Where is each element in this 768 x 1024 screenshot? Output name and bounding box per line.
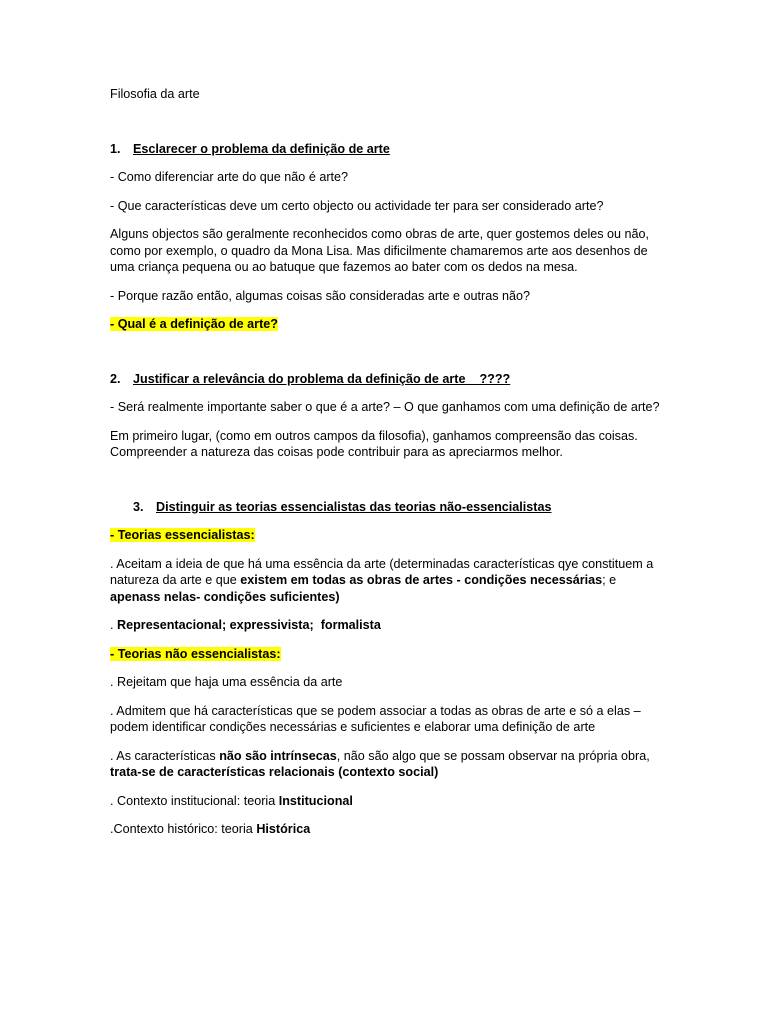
section-3-heading <box>110 499 668 516</box>
ess-p1-a: . Aceitam a ideia de que há uma essência da arte (determinadas características qye constituem a natureza da arte e que <box>110 556 654 587</box>
essentialist-label <box>110 527 668 544</box>
section-1-paragraph: Alguns objectos são geralmente reconhecidos como obras de arte, quer gostemos deles ou não, como por exemplo, o quadro da Mona Lisa. Mas dificilmente chamaremos arte aos desenhos de uma criança pequena ou ao batuque que fazemos ao bater com os dedos na mesa. <box>110 227 650 274</box>
ctx1-a: . Contexto institucional: teoria <box>110 793 279 808</box>
section-2-number: 2. <box>110 371 121 386</box>
non-essentialist-paragraph-2: . Admitem que há características que se podem associar a todas as obras de arte e só a elas – podem identificar condições necessárias e suficientes e elaborar uma definição de arte <box>110 703 641 734</box>
essentialist-highlight: - Teorias essencialistas: <box>110 528 255 542</box>
section-2-paragraph: Em primeiro lugar, (como em outros campos da filosofia), ganhamos compreensão das coisas. Compreender a natureza das coisas pode contribuir para as apreciarmos melhor. <box>110 428 638 459</box>
section-1-question-1: - Como diferenciar arte do que não é arte? <box>110 170 349 184</box>
context-institutional <box>110 793 668 810</box>
section-1-heading-text: Esclarecer o problema da definição de arte <box>133 141 390 156</box>
ctx1-b: Institucional <box>278 793 353 808</box>
ess-p1-b: existem em todas as obras de artes - condições necessárias <box>240 573 603 587</box>
highlighted-question: - Qual é a definição de arte? <box>110 317 278 331</box>
noness-p3-a: . As características <box>110 748 220 763</box>
noness-p3-c: , não são algo que se possam observar na própria obra, <box>336 748 650 763</box>
non-essentialist-paragraph-1: . Rejeitam que haja uma essência da arte <box>110 675 343 689</box>
ess-p2-b: Representacional; expressivista; formalista <box>117 618 381 632</box>
noness-p3-b: não são intrínsecas <box>219 748 337 763</box>
essentialist-paragraph-1 <box>110 556 668 606</box>
noness-p3-d: trata-se de características relacionais (contexto social) <box>110 765 439 779</box>
non-essentialist-paragraph-3 <box>110 748 668 781</box>
section-1-question-3: - Porque razão então, algumas coisas são consideradas arte e outras não? <box>110 288 531 303</box>
document-title: Filosofia da arte <box>110 87 200 101</box>
context-historical <box>110 821 668 838</box>
non-essentialist-highlight: - Teorias não essencialistas: <box>110 646 281 661</box>
ess-p1-c: ; e <box>602 573 617 587</box>
essentialist-paragraph-2 <box>110 617 668 634</box>
ess-p1-d: apenass nelas- condições suficientes) <box>110 589 340 604</box>
ess-p2-a: . <box>110 618 117 632</box>
section-1-heading <box>110 141 668 158</box>
section-1-number: 1. <box>110 141 121 156</box>
section-2-heading <box>110 371 668 388</box>
section-1-highlight <box>110 316 668 333</box>
section-2-heading-text: Justificar a relevância do problema da definição de arte ???? <box>133 371 511 386</box>
ctx2-a: .Contexto histórico: teoria <box>110 822 257 836</box>
ctx2-b: Histórica <box>256 822 311 836</box>
section-2-question-1: - Será realmente importante saber o que é a arte? – O que ganhamos com uma definição de arte? <box>110 400 660 414</box>
section-3-number: 3. <box>133 499 144 514</box>
section-1-question-2: - Que características deve um certo objecto ou actividade ter para ser considerado arte? <box>110 198 604 213</box>
section-3-heading-text: Distinguir as teorias essencialistas das teorias não-essencialistas <box>156 499 552 514</box>
non-essentialist-label <box>110 646 668 663</box>
